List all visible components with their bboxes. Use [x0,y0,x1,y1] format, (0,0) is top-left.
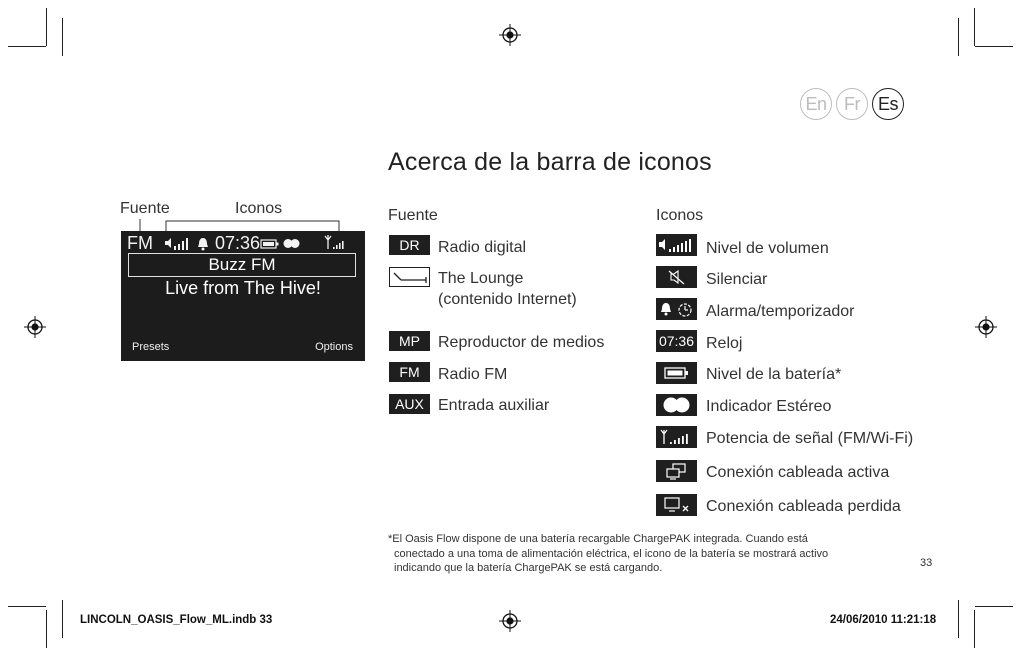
crop-mark [975,46,1013,47]
crop-mark [46,610,47,648]
icon-alarm-label: Alarma/temporizador [706,303,855,320]
signal-strength-icon [324,234,344,251]
icon-signal-label: Potencia de señal (FM/Wi-Fi) [706,430,914,447]
source-fm-radio: Radio FM [438,366,508,383]
crop-mark [62,600,63,638]
lang-fr: Fr [836,88,868,120]
registration-mark [499,610,521,632]
mp-badge: MP [389,331,430,351]
signal-strength-icon [656,426,697,448]
crop-mark [974,610,975,648]
aux-badge: AUX [389,394,430,414]
source-media-player: Reproductor de medios [438,334,605,351]
registration-mark [975,316,997,338]
screen-time: 07:36 [215,233,261,253]
volume-level-icon [164,235,192,251]
crop-mark [958,18,959,56]
alarm-icon [197,237,209,251]
wired-active-icon [656,460,697,482]
registration-mark [24,316,46,338]
lang-en: En [800,88,832,120]
icon-mute-label: Silenciar [706,271,768,288]
icon-clock-label: Reloj [706,335,743,352]
icon-wired-active-label: Conexión cableada activa [706,464,890,481]
device-label-icons: Iconos [235,200,283,217]
alarm-timer-icon [656,298,697,320]
crop-mark [974,8,975,46]
slug-filename: LINCOLN_OASIS_Flow_ML.indb 33 [80,614,273,626]
source-lounge-line1: The Lounge [438,270,524,287]
screen-program: Live from The Hive! [165,278,321,298]
stereo-icon [656,394,697,416]
crop-mark [62,18,63,56]
lounge-icon [389,267,430,287]
footnote-line-2: conectado a una toma de alimentación eléctrica, el icono de la batería se mostrará activo [394,547,829,560]
station-box [128,253,356,277]
crop-mark [8,606,46,607]
icons-bracket [165,219,341,231]
screen-station: Buzz FM [208,255,276,274]
source-header: Fuente [388,207,438,224]
registration-mark [499,24,521,46]
footnote-line-1: *El Oasis Flow dispone de una batería recargable ChargePAK integrada. Cuando está [388,533,808,545]
slug-datetime: 24/06/2010 11:21:18 [830,614,937,626]
icon-stereo-label: Indicador Estéreo [706,398,832,415]
screen-source: FM [127,233,153,253]
language-selector [800,88,904,120]
volume-level-icon [656,234,697,256]
source-lounge-line2: (contenido Internet) [438,291,577,308]
icon-wired-lost-label: Conexión cableada perdida [706,498,901,515]
source-digital-radio: Radio digital [438,239,527,256]
clock-icon: 07:36 [656,330,697,352]
crop-mark [958,600,959,638]
lang-es: Es [872,88,904,120]
device-screen [121,231,365,361]
crop-mark [8,46,46,47]
crop-mark [46,8,47,46]
source-aux-input: Entrada auxiliar [438,397,550,414]
page-title: Acerca de la barra de iconos [388,148,712,176]
crop-mark [975,606,1013,607]
fm-badge: FM [389,362,430,382]
icon-battery-label: Nivel de la batería* [706,366,842,383]
source-bracket [136,219,144,231]
footnote-line-3: indicando que la batería ChargePAK se está cargando. [394,562,663,574]
battery-icon [260,239,280,249]
battery-icon [656,362,697,384]
dr-badge: DR [389,235,430,255]
wired-lost-icon [656,494,697,516]
icon-volume-label: Nivel de volumen [706,240,829,257]
device-label-source: Fuente [120,200,170,217]
options-softkey[interactable]: Options [315,341,353,353]
presets-softkey[interactable]: Presets [132,341,170,353]
mute-icon [656,266,697,288]
stereo-icon [282,238,302,249]
battery-footnote [388,532,888,576]
page-number: 33 [920,557,933,569]
icons-header: Iconos [656,207,704,224]
